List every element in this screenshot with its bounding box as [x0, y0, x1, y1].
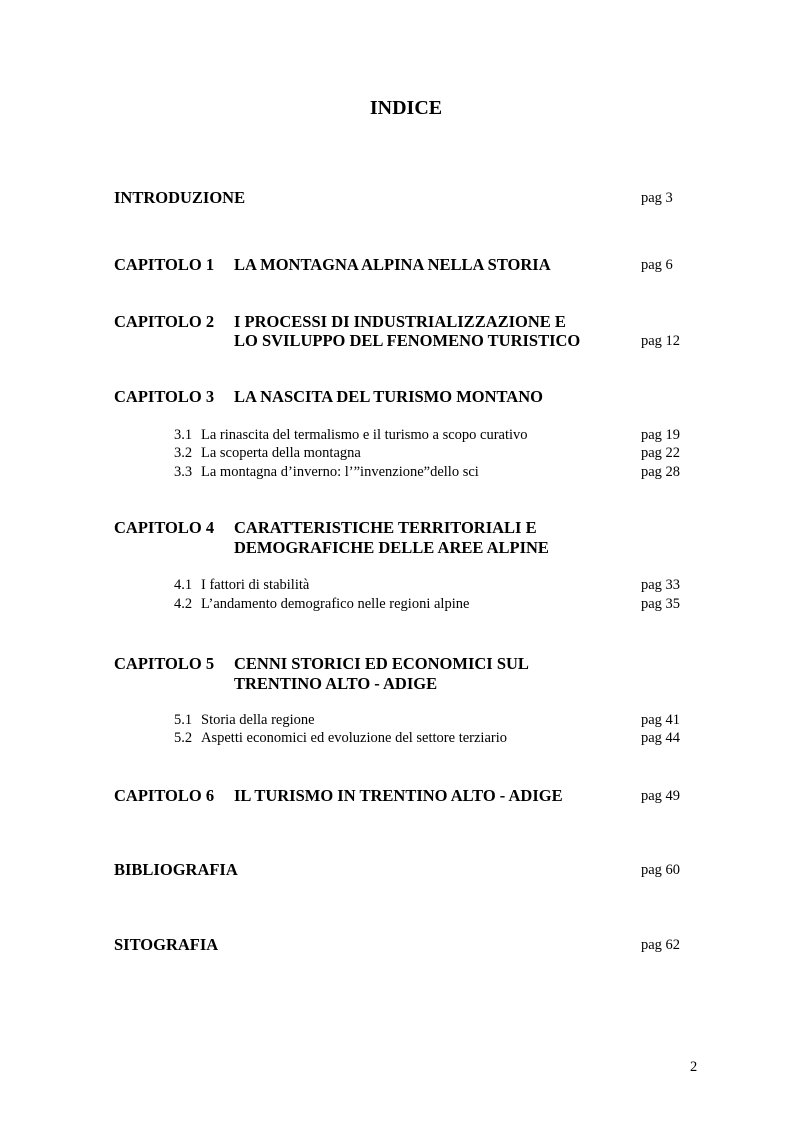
toc-chapter-6-label: CAPITOLO 6	[114, 786, 215, 805]
toc-page-section-4-2: pag 35	[641, 596, 681, 612]
toc-chapter-3-title: LA NASCITA DEL TURISMO MONTANO	[234, 387, 543, 406]
toc-section-3-1-number: 3.1	[174, 427, 193, 443]
toc-section-3-1-title: La rinascita del termalismo e il turismo a scopo curativo	[201, 427, 528, 443]
toc-page-introduzione: pag 3	[641, 190, 673, 206]
toc-chapter-1-label: CAPITOLO 1	[114, 255, 215, 274]
toc-section-4-1-title: I fattori di stabilità	[201, 577, 310, 593]
toc-page-sitografia: pag 62	[641, 937, 681, 953]
toc-section-5-2-title: Aspetti economici ed evoluzione del settore terziario	[201, 730, 507, 746]
toc-page-section-5-2: pag 44	[641, 730, 681, 746]
toc-chapter-1-title: LA MONTAGNA ALPINA NELLA STORIA	[234, 255, 551, 274]
toc-section-5-2-number: 5.2	[174, 730, 193, 746]
toc-chapter-5-label: CAPITOLO 5	[114, 654, 215, 673]
toc-page-chapter-2: pag 12	[641, 333, 681, 349]
toc-section-3-2-number: 3.2	[174, 445, 193, 461]
toc-chapter-2-label: CAPITOLO 2	[114, 312, 215, 331]
toc-page-section-3-2: pag 22	[641, 445, 681, 461]
toc-page-chapter-1: pag 6	[641, 257, 673, 273]
toc-section-3-2-title: La scoperta della montagna	[201, 445, 361, 461]
toc-chapter-3-label: CAPITOLO 3	[114, 387, 215, 406]
toc-section-4-1-number: 4.1	[174, 577, 193, 593]
toc-page-section-4-1: pag 33	[641, 577, 681, 593]
toc-chapter-2-title-line2: LO SVILUPPO DEL FENOMENO TURISTICO	[234, 331, 581, 350]
toc-chapter-4-title-line1: CARATTERISTICHE TERRITORIALI E	[234, 518, 537, 537]
toc-section-4-2-title: L’andamento demografico nelle regioni alpine	[201, 596, 470, 612]
toc-chapter-6-title: IL TURISMO IN TRENTINO ALTO - ADIGE	[234, 786, 563, 805]
toc-section-3-3-title: La montagna d’inverno: l’”invenzione”dello sci	[201, 464, 479, 480]
toc-section-5-1-title: Storia della regione	[201, 712, 315, 728]
toc-page-section-3-3: pag 28	[641, 464, 681, 480]
toc-section-4-2-number: 4.2	[174, 596, 193, 612]
toc-entry-sitografia: SITOGRAFIA	[114, 935, 219, 954]
toc-chapter-5-title-line1: CENNI STORICI ED ECONOMICI SUL	[234, 654, 529, 673]
toc-page-bibliografia: pag 60	[641, 862, 681, 878]
toc-section-3-3-number: 3.3	[174, 464, 193, 480]
toc-chapter-4-label: CAPITOLO 4	[114, 518, 215, 537]
page-title: INDICE	[369, 97, 443, 119]
toc-section-5-1-number: 5.1	[174, 712, 193, 728]
toc-chapter-2-title-line1: I PROCESSI DI INDUSTRIALIZZAZIONE E	[234, 312, 566, 331]
toc-page-chapter-6: pag 49	[641, 788, 681, 804]
toc-page-section-3-1: pag 19	[641, 427, 681, 443]
toc-entry-introduzione: INTRODUZIONE	[114, 188, 246, 207]
toc-page-section-5-1: pag 41	[641, 712, 681, 728]
toc-entry-bibliografia: BIBLIOGRAFIA	[114, 860, 238, 879]
toc-chapter-4-title-line2: DEMOGRAFICHE DELLE AREE ALPINE	[234, 538, 549, 557]
toc-chapter-5-title-line2: TRENTINO ALTO - ADIGE	[234, 674, 438, 693]
page-number: 2	[690, 1059, 698, 1075]
